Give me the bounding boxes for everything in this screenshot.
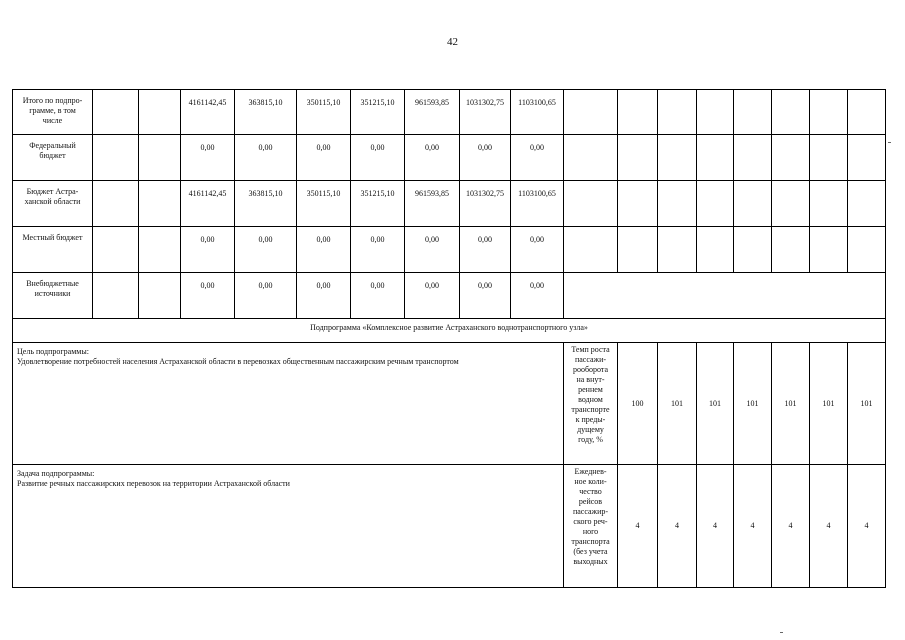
task-value-cell: 4 [733, 464, 772, 588]
finance-row-label: Местный бюджет [12, 226, 93, 273]
finance-value-cell: 0,00 [180, 134, 235, 181]
finance-value-cell: 0,00 [296, 272, 351, 319]
task-value-cell: 4 [696, 464, 734, 588]
empty-cell [696, 180, 734, 227]
finance-value-cell: 1031302,75 [459, 180, 511, 227]
empty-cell [733, 180, 772, 227]
empty-cell [563, 226, 618, 273]
empty-cell [92, 89, 139, 135]
goal-indicator: Темп роста пассажи- рооборота на внут- реннем водном транспорте к преды- дущему году, % [563, 342, 618, 465]
finance-value-cell: 0,00 [234, 226, 297, 273]
finance-value-cell: 1103100,65 [510, 180, 564, 227]
empty-cell [617, 134, 658, 181]
task-value-cell: 4 [617, 464, 658, 588]
empty-cell [771, 226, 810, 273]
finance-value-cell: 0,00 [296, 134, 351, 181]
goal-value-cell: 101 [847, 342, 886, 465]
empty-cell [657, 226, 697, 273]
goal-value-cell: 101 [809, 342, 848, 465]
empty-cell [617, 180, 658, 227]
finance-value-cell: 351215,10 [350, 180, 405, 227]
empty-cell [92, 134, 139, 181]
empty-cell [809, 226, 848, 273]
empty-cell [138, 89, 181, 135]
empty-cell [92, 180, 139, 227]
empty-cell [733, 134, 772, 181]
empty-cell [92, 226, 139, 273]
finance-row-label: Федеральный бюджет [12, 134, 93, 181]
finance-value-cell: 4161142,45 [180, 89, 235, 135]
finance-value-cell: 0,00 [510, 226, 564, 273]
finance-value-cell: 0,00 [350, 134, 405, 181]
finance-value-cell: 0,00 [180, 226, 235, 273]
empty-cell [696, 89, 734, 135]
finance-value-cell: 350115,10 [296, 180, 351, 227]
finance-value-cell: 0,00 [404, 272, 460, 319]
empty-cell [138, 180, 181, 227]
task-indicator: Ежеднев- ное коли- чество рейсов пассажир- ского реч- ного транспорта (без учета выходных [563, 464, 618, 588]
empty-cell [92, 272, 139, 319]
empty-cell [563, 134, 618, 181]
finance-value-cell: 0,00 [459, 226, 511, 273]
goal-value-cell: 101 [733, 342, 772, 465]
finance-value-cell: 0,00 [350, 226, 405, 273]
page-number: 42 [447, 36, 458, 48]
empty-cell [617, 226, 658, 273]
finance-value-cell: 961593,85 [404, 89, 460, 135]
empty-cell [809, 134, 848, 181]
finance-value-cell: 350115,10 [296, 89, 351, 135]
finance-value-cell: 0,00 [234, 134, 297, 181]
empty-cell [847, 180, 886, 227]
finance-row-label: Бюджет Астра- ханской области [12, 180, 93, 227]
empty-cell [563, 180, 618, 227]
finance-value-cell: 0,00 [180, 272, 235, 319]
scan-speck [780, 632, 783, 633]
empty-merged-cell [563, 272, 886, 319]
finance-value-cell: 0,00 [459, 134, 511, 181]
empty-cell [847, 226, 886, 273]
finance-value-cell: 351215,10 [350, 89, 405, 135]
empty-cell [617, 89, 658, 135]
task-value-cell: 4 [809, 464, 848, 588]
empty-cell [771, 89, 810, 135]
empty-cell [138, 272, 181, 319]
empty-cell [733, 89, 772, 135]
finance-value-cell: 0,00 [234, 272, 297, 319]
empty-cell [771, 134, 810, 181]
empty-cell [696, 226, 734, 273]
goal-text: Цель подпрограммы: Удовлетворение потребностей населения Астраханской области в перевозках общественным пассажирским речным транспортом [12, 342, 564, 465]
empty-cell [809, 89, 848, 135]
finance-value-cell: 0,00 [350, 272, 405, 319]
finance-row-label: Итого по подпро- грамме, в том числе [12, 89, 93, 135]
empty-cell [657, 180, 697, 227]
finance-value-cell: 4161142,45 [180, 180, 235, 227]
finance-value-cell: 1031302,75 [459, 89, 511, 135]
finance-value-cell: 0,00 [404, 134, 460, 181]
task-value-cell: 4 [847, 464, 886, 588]
empty-cell [733, 226, 772, 273]
task-text: Задача подпрограммы: Развитие речных пассажирских перевозок на территории Астраханской области [12, 464, 564, 588]
goal-value-cell: 100 [617, 342, 658, 465]
finance-value-cell: 0,00 [296, 226, 351, 273]
subprogram-title: Подпрограмма «Комплексное развитие Астраханского воднотранспортного узла» [12, 318, 886, 343]
goal-value-cell: 101 [657, 342, 697, 465]
empty-cell [138, 226, 181, 273]
goal-value-cell: 101 [696, 342, 734, 465]
empty-cell [771, 180, 810, 227]
finance-value-cell: 0,00 [459, 272, 511, 319]
finance-value-cell: 0,00 [404, 226, 460, 273]
finance-value-cell: 363815,10 [234, 180, 297, 227]
empty-cell [657, 134, 697, 181]
finance-value-cell: 0,00 [510, 134, 564, 181]
finance-value-cell: 961593,85 [404, 180, 460, 227]
goal-value-cell: 101 [771, 342, 810, 465]
finance-value-cell: 0,00 [510, 272, 564, 319]
task-value-cell: 4 [657, 464, 697, 588]
empty-cell [847, 134, 886, 181]
empty-cell [809, 180, 848, 227]
empty-cell [657, 89, 697, 135]
finance-value-cell: 1103100,65 [510, 89, 564, 135]
empty-cell [696, 134, 734, 181]
empty-cell [138, 134, 181, 181]
task-value-cell: 4 [771, 464, 810, 588]
empty-cell [847, 89, 886, 135]
finance-row-label: Внебюджетные источники [12, 272, 93, 319]
scan-speck [888, 142, 891, 143]
empty-cell [563, 89, 618, 135]
finance-value-cell: 363815,10 [234, 89, 297, 135]
